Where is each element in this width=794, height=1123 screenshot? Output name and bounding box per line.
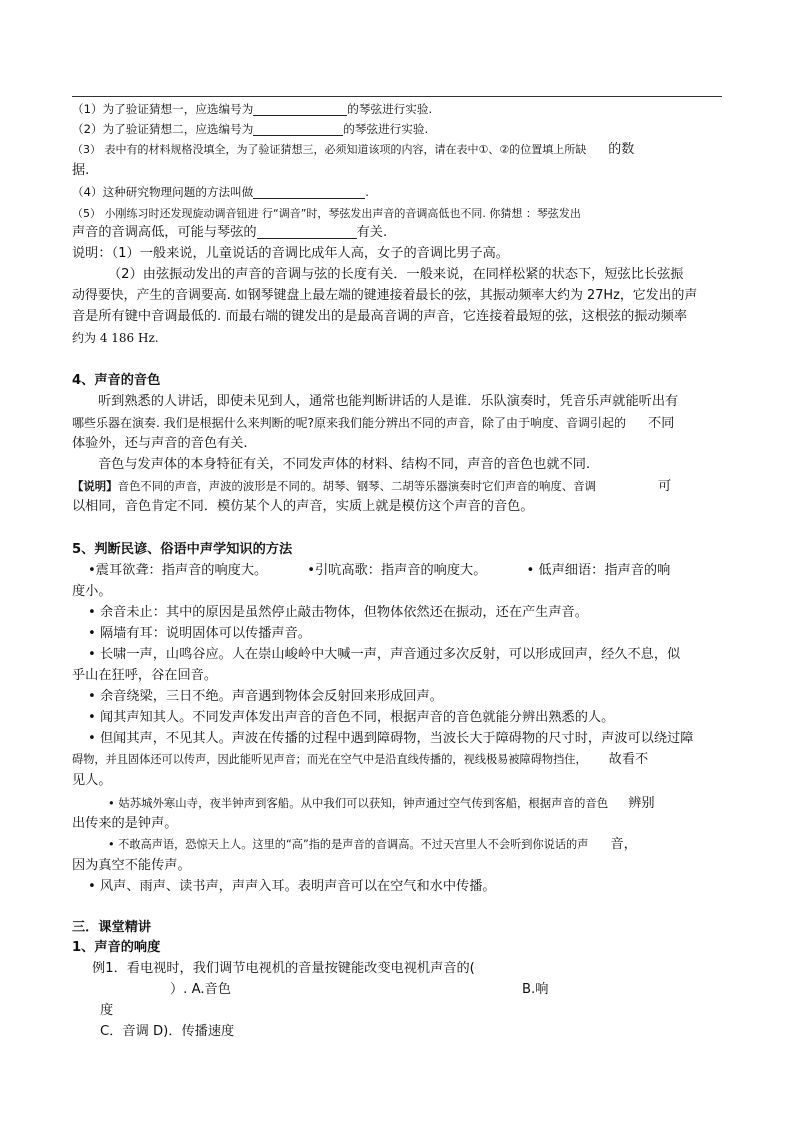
proverb-10-continued: 出传来的是钟声。 <box>72 816 178 831</box>
proverb-11-continued: 因为真空不能传声。 <box>72 858 191 873</box>
question-2-text: （2）为了验证猜想二，应选编号为 <box>72 122 254 136</box>
question-1-suffix: 的琴弦进行实验. <box>347 102 433 116</box>
question-2-suffix: 的琴弦进行实验. <box>343 122 429 136</box>
section-4-paragraph-1-line-2 <box>72 414 674 433</box>
question-1-text: （1）为了验证猜想一，应选编号为 <box>72 102 254 116</box>
proverb-9-text: 碍物，并且固体还可以传声，因此能听见声音；而光在空气中是沿直线传播的，视线极易被障碍物挡住， <box>72 753 587 766</box>
section-4-heading: 4、声音的音色 <box>72 373 161 388</box>
proverb-6-continued: 乎山在狂呼，谷在回音。 <box>72 668 218 683</box>
proverb-10-text: • 姑苏城外寒山寺，夜半钟声到客船。从中我们可以获知，钟声通过空气传到客船，根据声音的音色 <box>108 796 609 810</box>
note-line-5: 约为 4 186 Hz. <box>72 331 159 345</box>
section-4-note-end: 可 <box>658 479 672 494</box>
question-5-continued <box>72 224 387 242</box>
loudness-subheading: 1、声音的响度 <box>72 940 161 955</box>
proverb-8: • 闻其声知其人。不同发声体发出声音的音色不同，根据声音的音色就能分辨出熟悉的人。 <box>88 710 615 725</box>
question-2 <box>72 120 428 138</box>
proverb-5: • 隔墙有耳：说明固体可以传播声音。 <box>88 626 311 641</box>
question-3-end: 的数 <box>608 142 635 157</box>
proverb-6: • 长啸一声，山鸣谷应。人在崇山峻岭中大喊一声，声音通过多次反射，可以形成回声，经久不息，似 <box>88 647 681 662</box>
question-5-suffix: 有关. <box>356 225 388 240</box>
section-4-text: 哪些乐器在演奏. 我们是根据什么来判断的呢?原来我们能分辨出不同的声音，除了由于响度、音调引起的 <box>72 416 627 430</box>
note-line-1: 说明：（1）一般来说，儿童说话的音调比成年人高，女子的音调比男子高。 <box>72 246 509 261</box>
question-3 <box>72 141 634 159</box>
section-4-note-line-2: 以相同，音色肯定不同．模仿某个人的声音，实质上就是模仿这个声音的音色。 <box>72 499 534 514</box>
question-4-suffix: . <box>365 185 369 199</box>
proverb-2: •引吭高歌：指声音的响度大。 <box>307 563 487 578</box>
answer-blank-5[interactable] <box>257 224 357 239</box>
example-1-option-b: B.响 <box>522 982 549 997</box>
proverb-row-1 <box>88 562 670 580</box>
section-4-note-text: 音色不同的声音，声波的波形是不同的。胡琴、钢琴、二胡等乐器演奏时它们声音的响度、音调 <box>117 479 596 493</box>
question-4-text: （4）这种研究物理问题的方法叫做 <box>72 185 254 199</box>
note-tag: 【说明】 <box>72 479 118 493</box>
note-line-4: 音是所有键中音调最低的. 而最右端的键发出的是最高音调的声音，它连接着最短的弦，这根弦的振动频率 <box>72 309 688 324</box>
proverb-9-line-2 <box>72 751 648 769</box>
proverb-12: • 风声、雨声、读书声，声声入耳。表明声音可以在空气和水中传播。 <box>88 879 496 894</box>
example-1-option-a: ）. A.音色 <box>170 982 231 997</box>
question-4 <box>72 183 369 201</box>
section-4-paragraph-1-line-3: 体验外，还与声音的音色有关. <box>72 436 248 451</box>
proverb-9-continued: 见人。 <box>72 773 112 788</box>
section-4-paragraph-1: 听到熟悉的人讲话，即使未见到人，通常也能判断讲话的人是谁．乐队演奏时，凭音乐声就能听出有 <box>98 394 679 409</box>
proverb-11-text: • 不敢高声语，恐惊天上人。这里的“高”指的是声音的音调高。不过天宫里人不会听到你说话的声 <box>108 838 589 851</box>
question-1 <box>72 100 432 118</box>
note-line-3: 动得要快，产生的音调要高. 如钢琴键盘上最左端的键連接着最长的弦，其振动频率大约为 27Hz，它发出的声 <box>72 288 698 303</box>
section-4-paragraph-2: 音色与发声体的本身特征有关，不同发声体的材料、结构不同，声音的音色也就不同. <box>98 457 591 472</box>
proverb-7: • 余音绕梁，三日不绝。声音遇到物体会反射回来形成回声。 <box>88 689 443 704</box>
proverb-9-text-end: 故看不 <box>608 752 649 767</box>
section-4-text-end: 不同 <box>648 416 675 431</box>
proverb-3: • 低声细语：指声音的响 <box>526 563 671 578</box>
question-5-text: 声音的音调高低，可能与琴弦的 <box>72 225 257 240</box>
proverb-9: • 但闻其声，不见其人。声波在传播的过程中遇到障碍物，当波长大于障碍物的尺寸时，声波可以绕过障 <box>88 731 694 746</box>
proverb-3-continued: 度小。 <box>72 584 112 599</box>
proverb-11-end: 音， <box>610 837 637 852</box>
answer-blank-2[interactable] <box>253 121 343 136</box>
proverb-11 <box>108 836 637 854</box>
example-1-question: 例1．看电视时，我们调节电视机的音量按键能改变电视机声音的( <box>92 961 475 976</box>
question-3-text: （3） 表中有的材料规格没填全，为了验证猜想三，必须知道该项的内容，请在表中①、②的位置填上所缺 <box>72 143 587 156</box>
section-4-note <box>72 477 671 496</box>
example-1-options-c-d: C．音调 D)．传播速度 <box>100 1024 235 1039</box>
question-5: （5） 小刚练习时还发现旋动调音钮进 行“调音”时，琴弦发出声音的音调高低也不同. 你猜想 ：琴弦发出 <box>72 207 581 220</box>
note-line-2: （2）由弦振动发出的声音的音调与弦的长度有关．一般来说，在同样松紧的状态下，短弦比长弦振 <box>108 267 684 282</box>
answer-blank-4[interactable] <box>253 184 365 199</box>
proverb-1: •震耳欲聋：指声音的响度大。 <box>88 563 268 578</box>
proverb-10-end: 辨别 <box>628 796 655 811</box>
example-1-option-b-continued: 度 <box>100 1003 114 1018</box>
answer-blank-1[interactable] <box>253 101 347 116</box>
header-rule <box>72 96 722 97</box>
classroom-heading: 三．课堂精讲 <box>72 920 152 935</box>
proverb-4: • 余音未止：其中的原因是虽然停止敲击物体，但物体依然还在振动，还在产生声音。 <box>88 605 588 620</box>
section-5-heading: 5、判断民谚、俗语中声学知识的方法 <box>72 542 293 557</box>
proverb-10 <box>108 794 655 813</box>
question-3-continued: 据. <box>72 163 90 178</box>
